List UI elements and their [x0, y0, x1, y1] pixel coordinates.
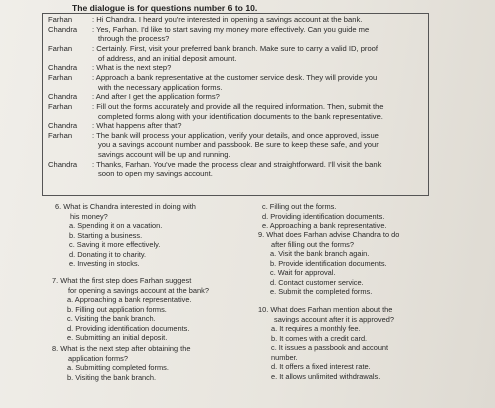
dialogue-speaker: Chandra — [48, 63, 78, 73]
q7-option[interactable]: e. Submitting an initial deposit. — [67, 333, 168, 343]
dialogue-line: : The bank will process your application, verify your details, and once approved, issue — [92, 130, 379, 140]
q9-option[interactable]: a. Visit the bank branch again. — [270, 249, 370, 259]
dialogue-line: : Hi Chandra. I heard you're interested in opening a savings account at the bank. — [92, 15, 363, 24]
q10-option[interactable]: b. It comes with a credit card. — [271, 333, 368, 343]
dialogue-line: soon to open my savings account. — [98, 169, 213, 179]
dialogue-speaker: Chandra — [48, 92, 78, 102]
dialogue-speaker: Chandra — [48, 121, 78, 131]
q10-option[interactable]: d. It offers a fixed interest rate. — [271, 362, 371, 372]
dialogue-line: : And after I get the application forms? — [92, 92, 220, 102]
q7-option[interactable]: d. Providing identification documents. — [67, 323, 190, 333]
q9-option[interactable]: b. Provide identification documents. — [270, 258, 387, 268]
q8_right-option[interactable]: d. Providing identification documents. — [262, 211, 385, 221]
dialogue-line: : Fill out the forms accurately and provide all the required information. Then, submit the — [92, 101, 384, 111]
q6-option[interactable]: e. Investing in stocks. — [69, 259, 140, 269]
q9-question-stem: after filling out the forms? — [271, 239, 354, 249]
q9-option[interactable]: d. Contact customer service. — [270, 277, 364, 287]
q10-option[interactable]: e. It allows unlimited withdrawals. — [271, 371, 381, 381]
q9-question-stem: 9. What does Farhan advise Chandra to do — [258, 230, 400, 239]
dialogue-speaker: Farhan — [48, 15, 73, 24]
dialogue-line: : Approach a bank representative at the customer service desk. They will provide you — [92, 72, 378, 82]
dialogue-line: savings account will be up and running. — [98, 150, 231, 160]
q7-question-stem: for opening a savings account at the bank? — [68, 285, 209, 295]
q10-option[interactable]: a. It requires a monthly fee. — [271, 324, 361, 334]
q8-option[interactable]: a. Submitting completed forms. — [67, 363, 169, 373]
q9-option[interactable]: c. Wait for approval. — [270, 268, 336, 278]
q9-option[interactable]: e. Submit the completed forms. — [270, 287, 373, 297]
q10-question-stem: savings account after it is approved? — [274, 314, 394, 324]
q6-option[interactable]: d. Donating it to charity. — [69, 249, 147, 259]
dialogue-speaker: Farhan — [48, 43, 73, 53]
q6-option[interactable]: c. Saving it more effectively. — [69, 240, 161, 250]
dialogue-speaker: Chandra — [48, 24, 78, 34]
q6-option[interactable]: b. Starting a business. — [69, 230, 143, 240]
q6-question-stem: his money? — [70, 211, 108, 221]
q6-question-stem: 6. What is Chandra interested in doing with — [55, 202, 196, 211]
dialogue-speaker: Farhan — [48, 130, 73, 140]
dialogue-line: through the process? — [98, 34, 170, 44]
dialogue-line: with the necessary application forms. — [98, 82, 223, 92]
q8-question-stem: 8. What is the next step after obtaining the — [52, 344, 191, 353]
q8_right-option[interactable]: e. Approaching a bank representative. — [262, 221, 387, 231]
q6-option[interactable]: a. Spending it on a vacation. — [69, 221, 163, 231]
dialogue-speaker: Farhan — [48, 72, 73, 82]
q7-option[interactable]: c. Visiting the bank branch. — [67, 314, 156, 324]
dialogue-line: : Thanks, Farhan. You've made the process clear and straightforward. I'll visit the bank — [92, 159, 382, 169]
dialogue-line: : Yes, Farhan. I'd like to start saving my money more effectively. Can you guide me — [92, 24, 370, 34]
dialogue-line: of address, and an initial deposit amount. — [98, 53, 237, 63]
q8-question-stem: application forms? — [68, 353, 128, 363]
dialogue-line: : Certainly. First, visit your preferred bank branch. Make sure to carry a valid ID, proof — [92, 43, 378, 53]
q10-option[interactable]: c. It issues a passbook and account — [271, 343, 389, 353]
dialogue-speaker: Chandra — [48, 159, 78, 169]
dialogue-line: you a savings account number and passbook. Be sure to keep these safe, and your — [98, 140, 379, 150]
q8_right-option[interactable]: c. Filling out the forms. — [262, 202, 337, 211]
dialogue-heading: The dialogue is for questions number 6 to 10. — [72, 3, 258, 13]
q7-option[interactable]: a. Approaching a bank representative. — [67, 295, 192, 305]
q8-option[interactable]: b. Visiting the bank branch. — [67, 372, 157, 382]
dialogue-line: : What happens after that? — [92, 121, 182, 131]
q7-question-stem: 7. What the first step does Farhan suggest — [52, 276, 192, 285]
q10-option[interactable]: number. — [271, 352, 298, 362]
q10-question-stem: 10. What does Farhan mention about the — [258, 305, 393, 314]
dialogue-line: : What is the next step? — [92, 63, 172, 73]
dialogue-line: completed forms along with your identification documents to the bank representative. — [98, 111, 383, 121]
dialogue-speaker: Farhan — [48, 101, 73, 111]
q7-option[interactable]: b. Filling out application forms. — [67, 304, 167, 314]
